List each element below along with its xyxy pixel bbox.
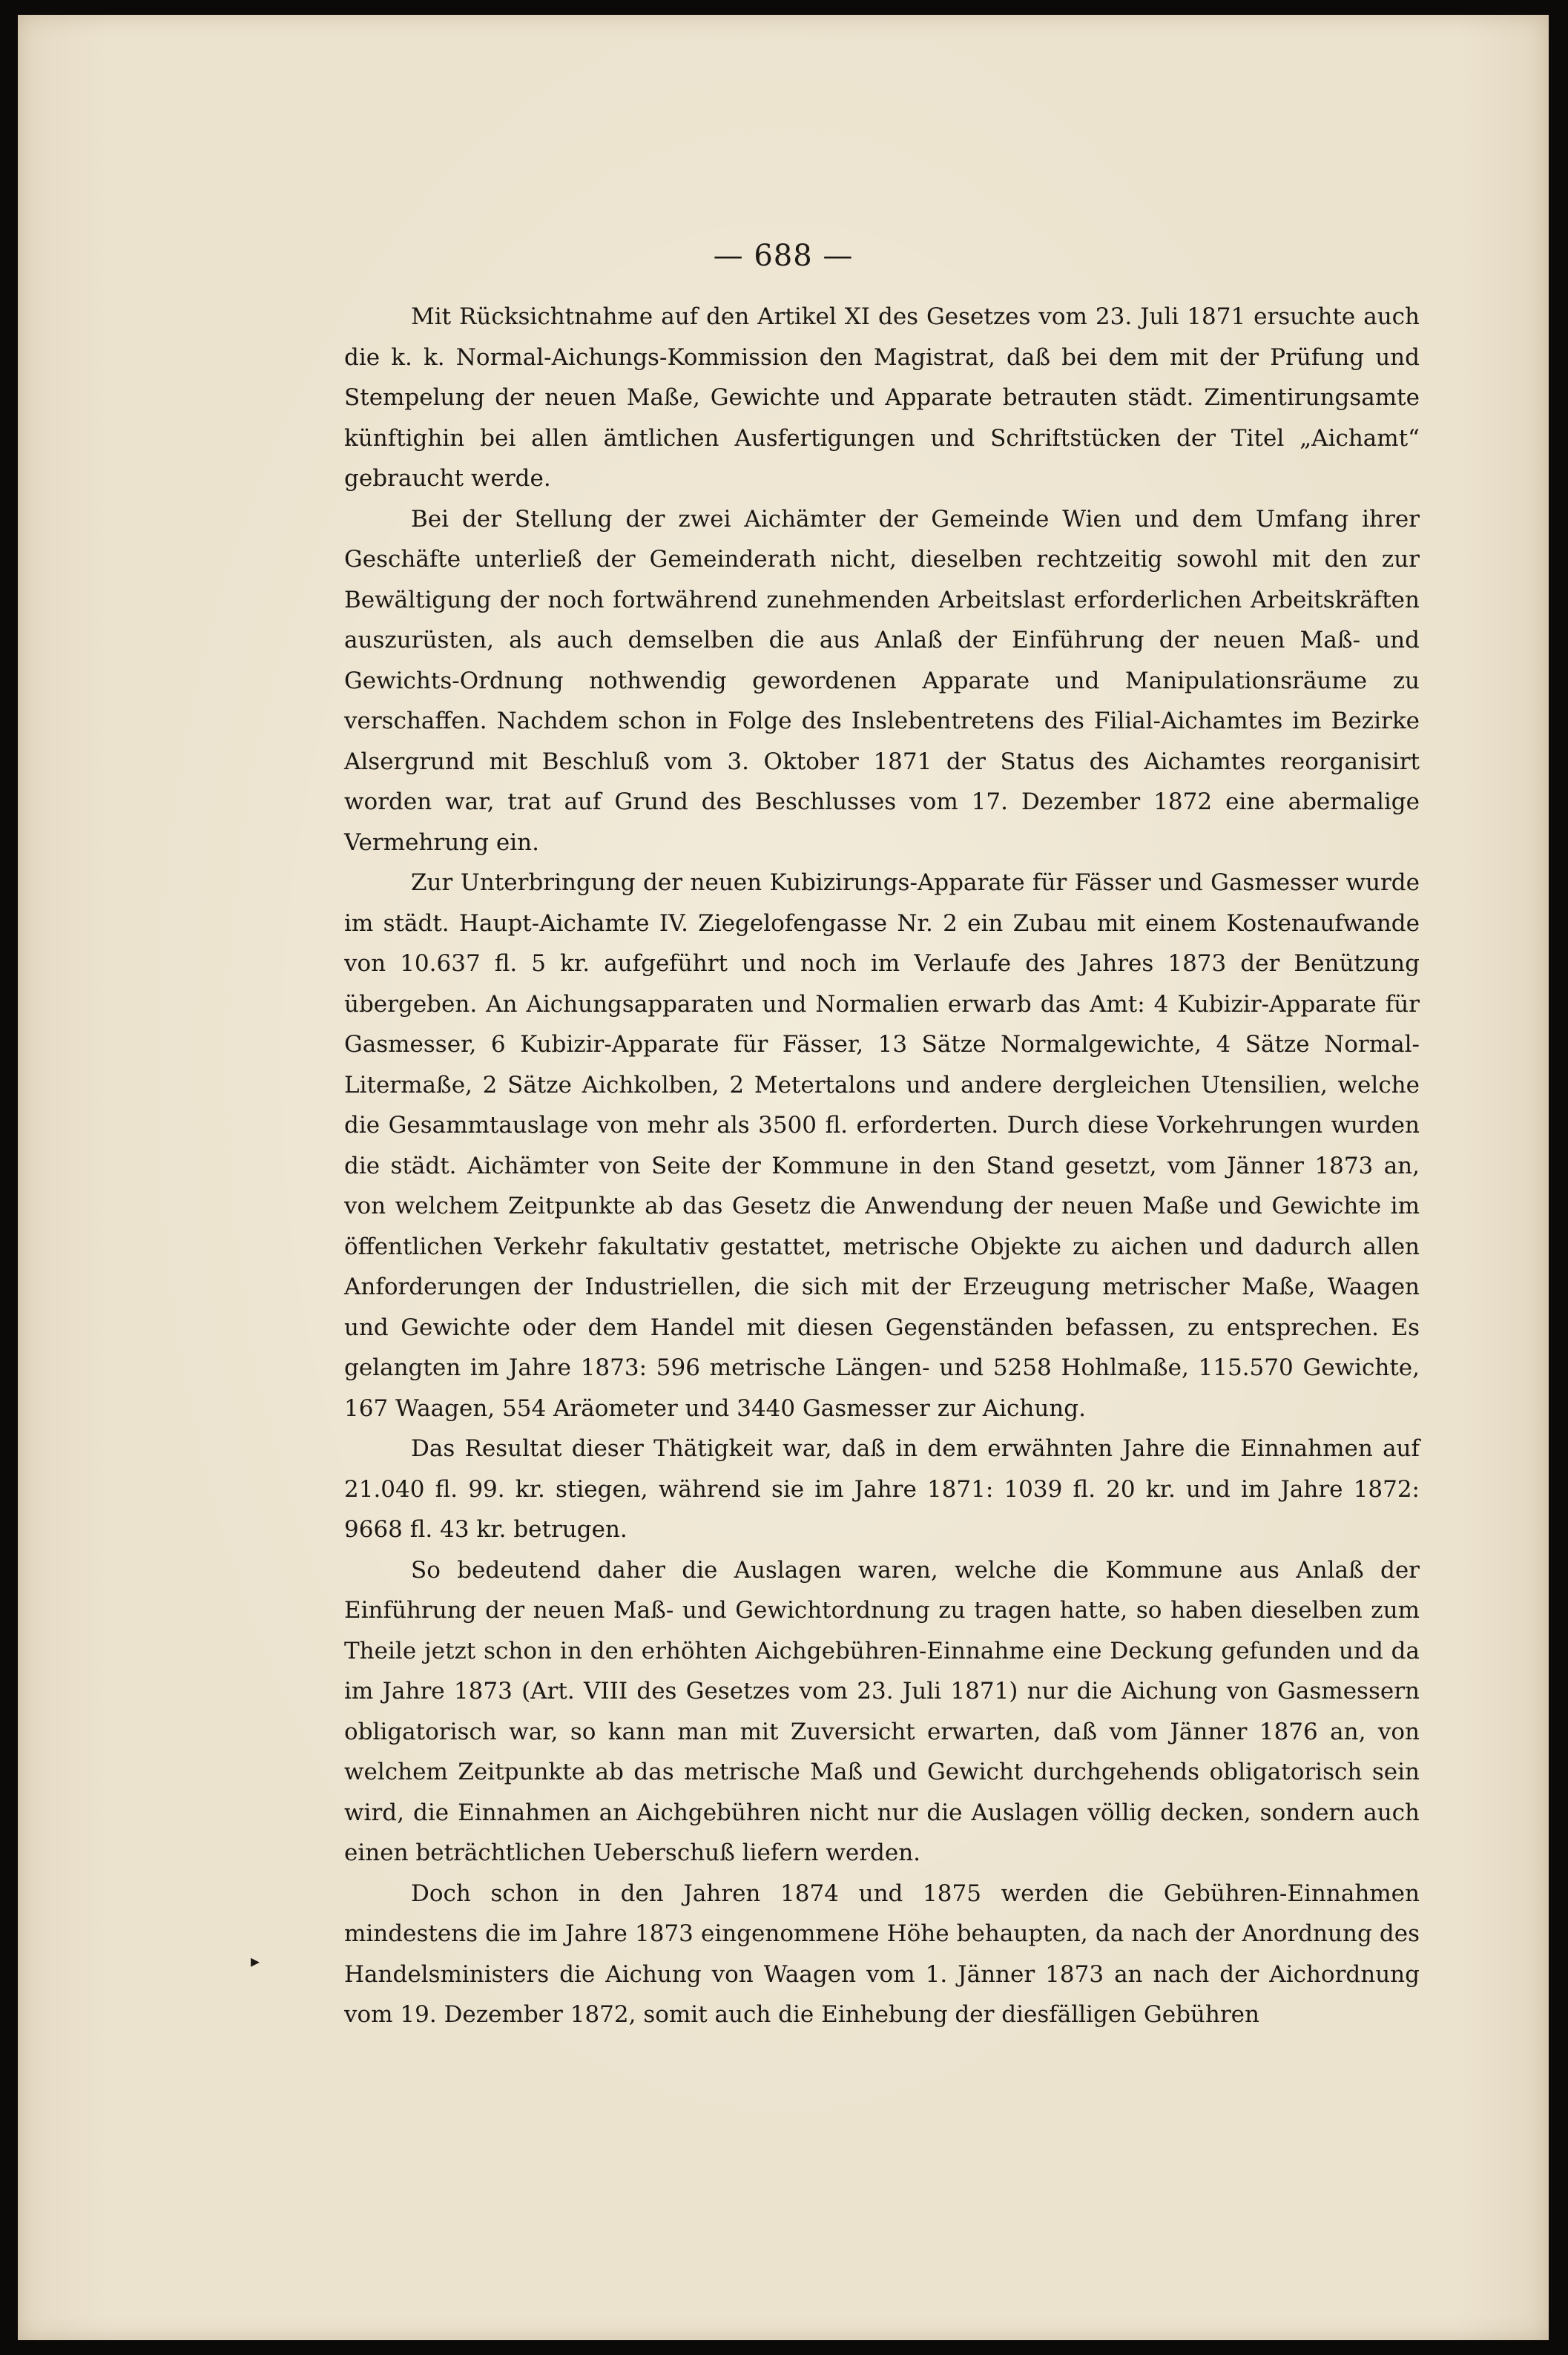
- paragraph-2: Bei der Stellung der zwei Aichämter der Gemeinde Wien und dem Umfang ihrer Geschäfte unterließ der Gemeinderath nicht, dieselben rechtzeitig sowohl mit den zur Bewältigung der noch fortwährend zunehmenden Arbeitslast erforderlichen Arbeitskräften auszurüsten, als auch demselben die aus Anlaß der Einführung der neuen Maß- und Gewichts-Ordnung nothwendig gewordenen Apparate und Manipulationsräume zu verschaffen. Nachdem schon in Folge des Inslebentretens des Filial-Aichamtes im Bezirke Alsergrund mit Beschluß vom 3. Oktober 1871 der Status des Aichamtes reorganisirt worden war, trat auf Grund des Beschlusses vom 17. Dezember 1872 eine abermalige Vermehrung ein.: [344, 505, 1420, 856]
- paragraph-3: Zur Unterbringung der neuen Kubizirungs-Apparate für Fässer und Gasmesser wurde im städt. Haupt-Aichamte IV. Ziegelofengasse Nr. 2 ein Zubau mit einem Kostenaufwande von 10.637 fl. 5 kr. aufgeführt und noch im Verlaufe des Jahres 1873 der Benützung übergeben. An Aichungsapparaten und Normalien erwarb das Amt: 4 Kubizir-Apparate für Gasmesser, 6 Kubizir-Apparate für Fässer, 13 Sätze Normalgewichte, 4 Sätze Normal-Litermaße, 2 Sätze Aichkolben, 2 Metertalons und andere dergleichen Utensilien, welche die Gesammtauslage von mehr als 3500 fl. erforderten. Durch diese Vorkehrungen wurden die städt. Aichämter von Seite der Kommune in den Stand gesetzt, vom Jänner 1873 an, von welchem Zeitpunkte ab das Gesetz die Anwendung der neuen Maße und Gewichte im öffentlichen Verkehr fakultativ gestattet, metrische Objekte zu aichen und dadurch allen Anforderungen der Industriellen, die sich mit der Erzeugung metrischer Maße, Waagen und Gewichte oder dem Handel mit diesen Gegenständen befassen, zu entsprechen. Es gelangten im Jahre 1873: 596 metrische Längen- und 5258 Hohlmaße, 115.570 Gewichte, 167 Waagen, 554 Aräometer und 3440 Gasmesser zur Aichung.: [344, 869, 1420, 1422]
- paragraph-6: Doch schon in den Jahren 1874 und 1875 werden die Gebühren-Einnahmen mindestens die im Jahre 1873 eingenommene Höhe behaupten, da nach der Anordnung des Handelsministers die Aichung von Waagen vom 1. Jänner 1873 an nach der Aichordnung vom 19. Dezember 1872, somit auch die Einhebung der diesfälligen Gebühren: [344, 1880, 1420, 2028]
- page-number: — 688 —: [713, 239, 854, 273]
- paragraph-5: So bedeutend daher die Auslagen waren, welche die Kommune aus Anlaß der Einführung der neuen Maß- und Gewichtordnung zu tragen hatte, so haben dieselben zum Theile jetzt schon in den erhöhten Aichgebühren-Einnahme eine Deckung gefunden und da im Jahre 1873 (Art. VIII des Gesetzes vom 23. Juli 1871) nur die Aichung von Gasmessern obligatorisch war, so kann man mit Zuversicht erwarten, daß vom Jänner 1876 an, von welchem Zeitpunkte ab das metrische Maß und Gewicht durchgehends obligatorisch sein wird, die Einnahmen an Aichgebühren nicht nur die Auslagen völlig decken, sondern auch einen beträchtlichen Ueberschuß liefern werden.: [344, 1556, 1420, 1866]
- paragraph-1: Mit Rücksichtnahme auf den Artikel XI des Gesetzes vom 23. Juli 1871 ersuchte auch die k. k. Normal-Aichungs-Kommission den Magistrat, daß bei dem mit der Prüfung und Stempelung der neuen Maße, Gewichte und Apparate betrauten städt. Zimentirungsamte künftighin bei allen ämtlichen Ausfertigungen und Schriftstücken der Titel „Aichamt“ gebraucht werde.: [344, 303, 1420, 492]
- paragraph-4: Das Resultat dieser Thätigkeit war, daß in dem erwähnten Jahre die Einnahmen auf 21.040 fl. 99. kr. stiegen, während sie im Jahre 1871: 1039 fl. 20 kr. und im Jahre 1872: 9668 fl. 43 kr. betrugen.: [344, 1435, 1420, 1543]
- margin-mark: ▸: [251, 1951, 260, 1972]
- body-text: [344, 297, 1420, 2035]
- document-page: [18, 15, 1549, 2340]
